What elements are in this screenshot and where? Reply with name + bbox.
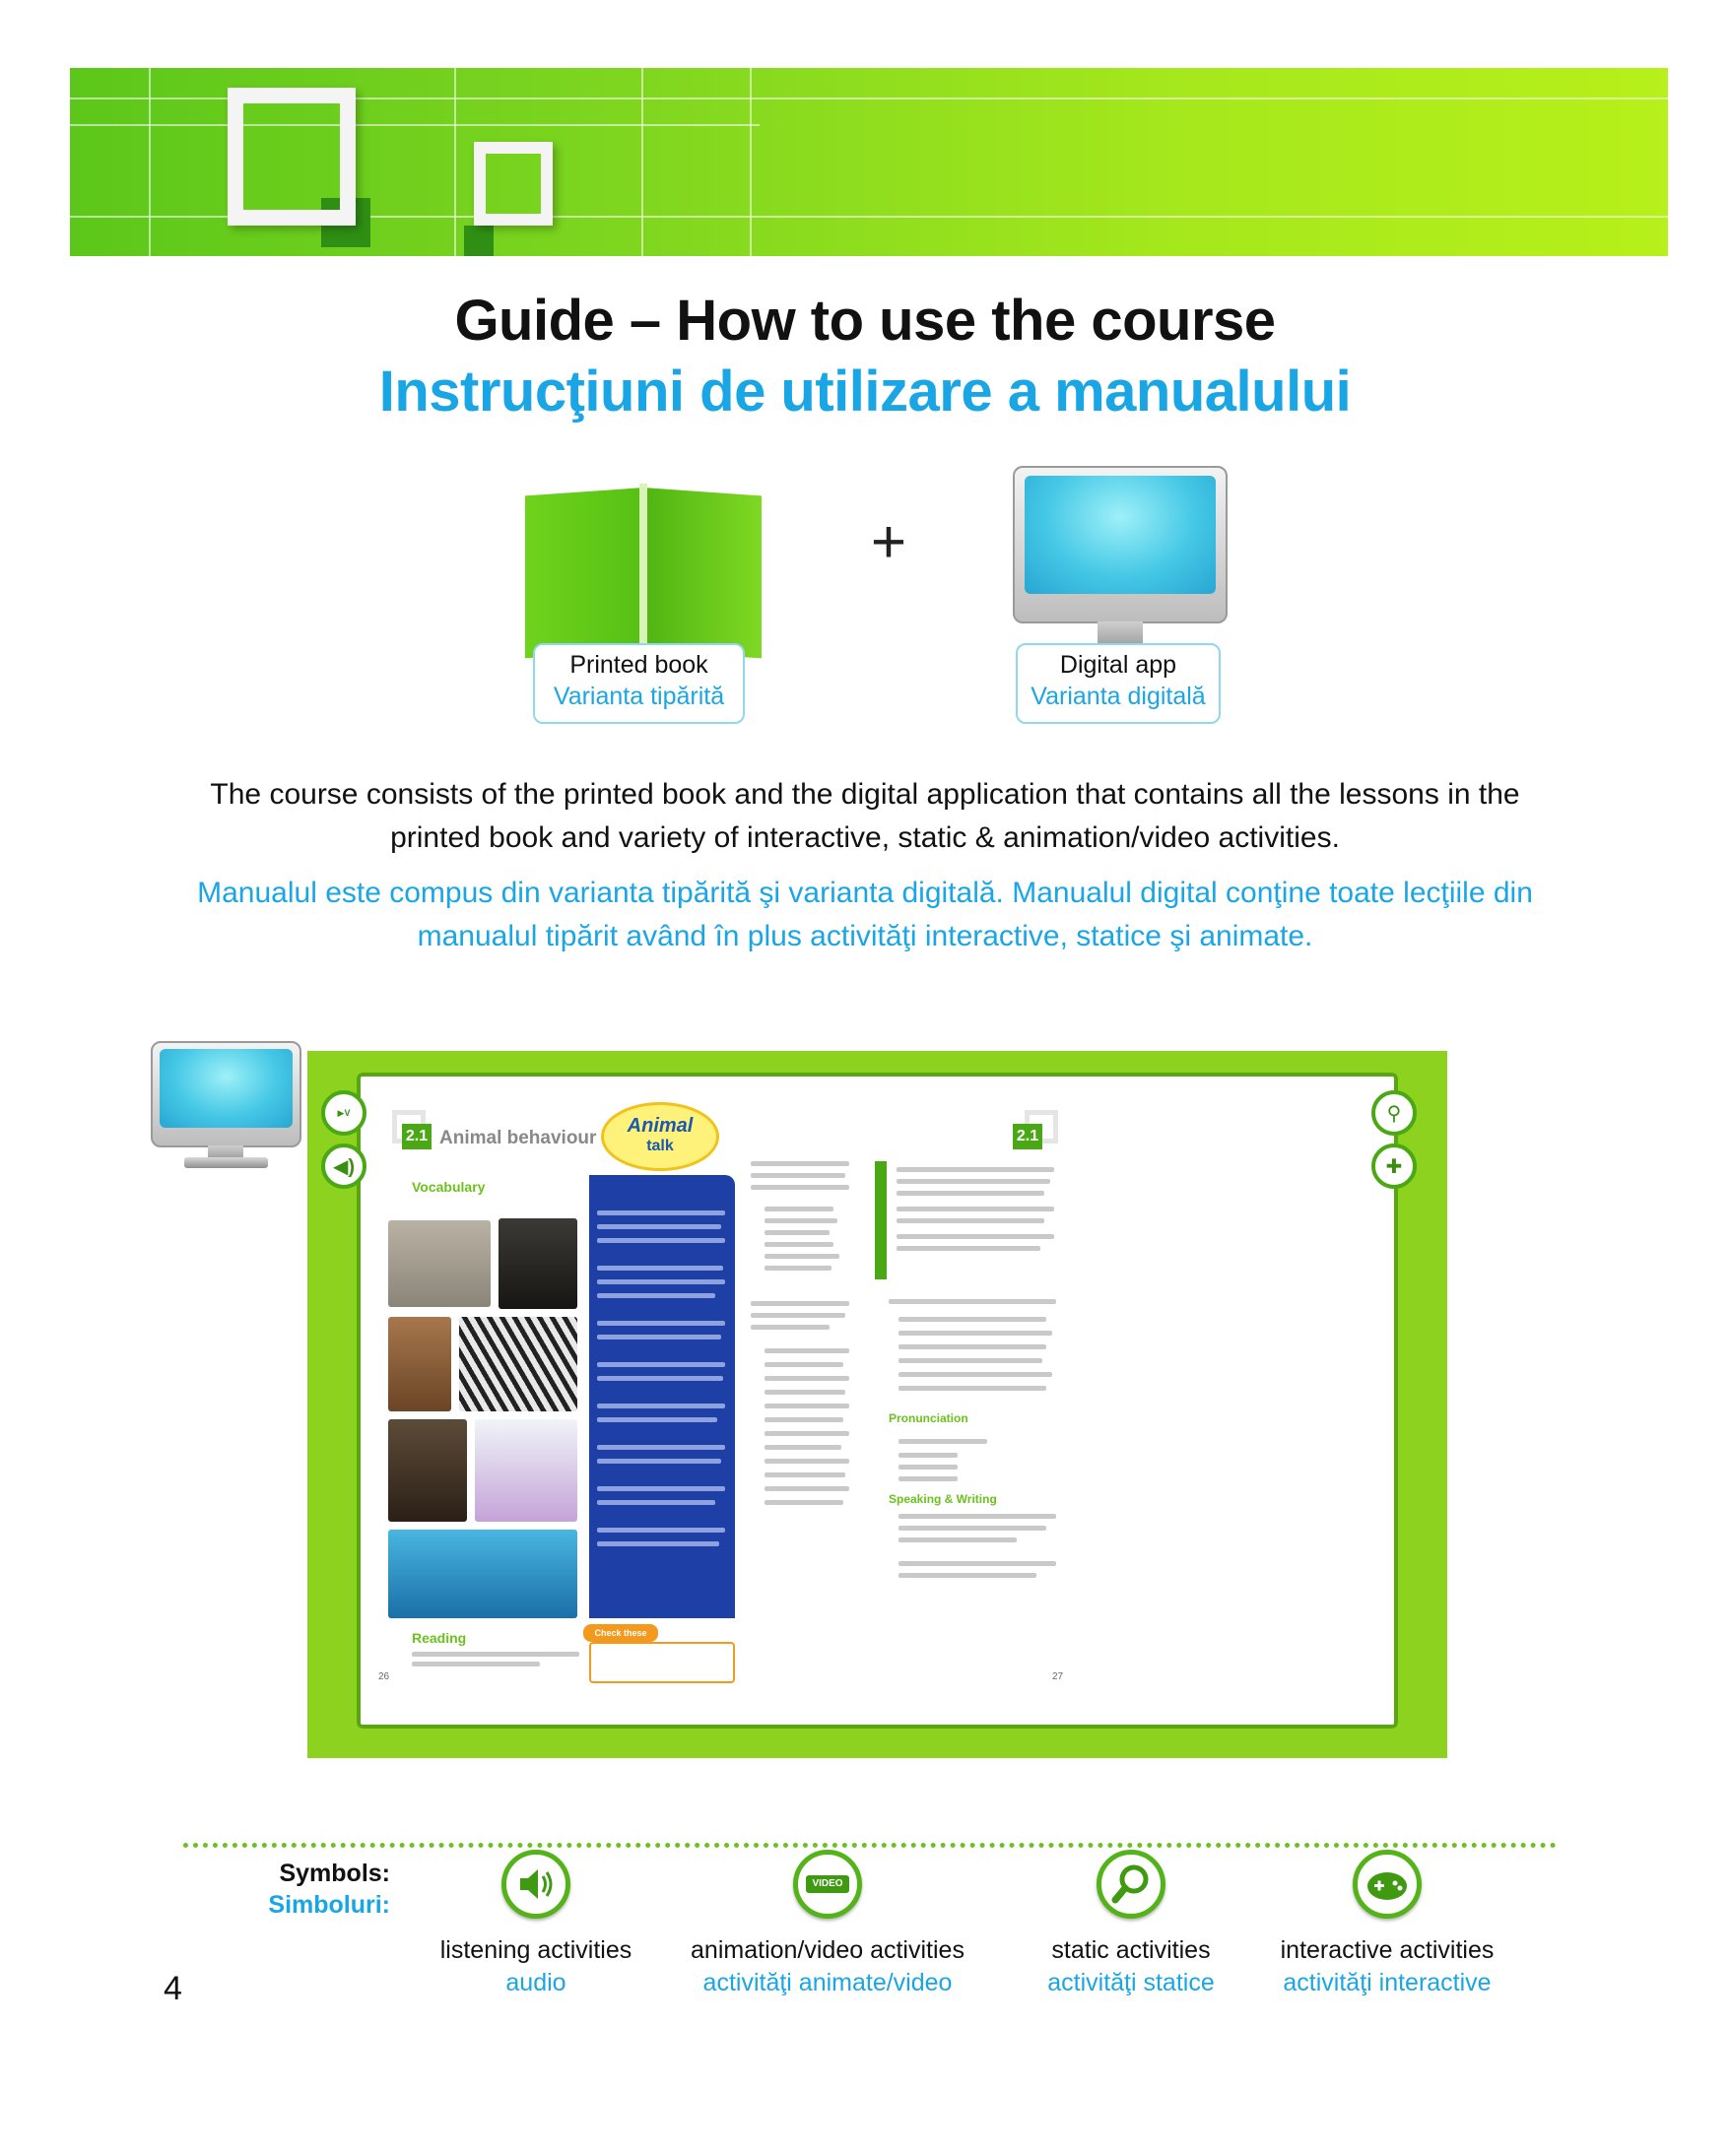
video-icon bbox=[793, 1850, 862, 1919]
monitor-icon bbox=[1013, 466, 1228, 663]
video-icon[interactable]: ▶V bbox=[321, 1090, 366, 1136]
digital-book-spread bbox=[307, 1051, 1447, 1758]
magnifier-icon[interactable]: ⚲ bbox=[1371, 1090, 1417, 1136]
gamepad-icon bbox=[1353, 1850, 1422, 1919]
check-words-tag: Check these words bbox=[583, 1624, 658, 1642]
printed-book-label: Printed book bbox=[569, 651, 708, 679]
symbol-label-romanian: activităţi animate/video bbox=[702, 1969, 953, 1996]
symbol-listening bbox=[388, 1850, 684, 1997]
monitor-icon bbox=[151, 1041, 301, 1171]
printed-book-caption bbox=[533, 643, 745, 724]
dolphin-photo bbox=[388, 1530, 577, 1618]
symbols-label: Symbols: bbox=[279, 1860, 390, 1887]
unit-badge-right: 2.1 bbox=[1013, 1124, 1042, 1149]
digital-app-label: Digital app bbox=[1059, 651, 1177, 679]
symbol-static bbox=[983, 1850, 1279, 1997]
decorative-square-small bbox=[474, 142, 553, 226]
zebra-photo bbox=[459, 1317, 577, 1411]
magnifier-icon bbox=[1097, 1850, 1165, 1919]
page-number: 4 bbox=[164, 1970, 182, 2007]
digital-app-label-romanian: Varianta digitală bbox=[1031, 683, 1206, 710]
description-english: The course consists of the printed book and the digital application that contains all the lessons in the printed book and variety of interactive, static & animation/video activities. bbox=[210, 778, 1520, 854]
pronunciation-heading: Pronunciation bbox=[889, 1411, 968, 1425]
symbols-label-romanian: Simboluri: bbox=[268, 1891, 390, 1919]
page-title-romanian: Instrucţiuni de utilizare a manualului bbox=[378, 359, 1352, 424]
symbol-label-romanian: activităţi interactive bbox=[1283, 1969, 1492, 1996]
symbol-label-romanian: audio bbox=[505, 1969, 566, 1996]
animal-talk-bubble: Animal talk bbox=[601, 1102, 719, 1171]
horse-photo bbox=[388, 1317, 451, 1411]
gamepad-icon[interactable]: ✚ bbox=[1371, 1143, 1417, 1189]
symbol-label: listening activities bbox=[439, 1936, 632, 1964]
symbol-interactive bbox=[1239, 1850, 1535, 1997]
book-icon bbox=[525, 488, 762, 650]
dotted-divider bbox=[183, 1843, 1557, 1848]
header-banner bbox=[70, 68, 1668, 256]
vocabulary-heading: Vocabulary bbox=[412, 1179, 486, 1195]
reading-heading: Reading bbox=[412, 1630, 467, 1646]
bee-photo bbox=[475, 1419, 577, 1522]
symbol-video bbox=[680, 1850, 975, 1997]
page-number-left: 26 bbox=[378, 1671, 390, 1682]
decorative-square-large bbox=[228, 88, 356, 226]
speaker-icon[interactable]: ◀) bbox=[321, 1143, 366, 1189]
plus-sign: + bbox=[870, 508, 907, 576]
symbol-label-romanian: activităţi statice bbox=[1047, 1969, 1215, 1996]
printed-book-label-romanian: Varianta tipărită bbox=[553, 683, 725, 710]
chimpanzee-photo bbox=[388, 1419, 467, 1522]
unit-badge-left: 2.1 bbox=[402, 1124, 432, 1149]
symbol-label: animation/video activities bbox=[691, 1936, 965, 1964]
description-romanian: Manualul este compus din varianta tipărită şi varianta digitală. Manualul digital conţine toate lecţiile din manualul tipărit având în plus activităţi interactive, statice şi animate. bbox=[197, 877, 1533, 952]
digital-app-caption bbox=[1016, 643, 1221, 724]
video-badge: VIDEO bbox=[806, 1875, 849, 1893]
symbol-label: static activities bbox=[1051, 1936, 1211, 1964]
lesson-title: Animal behaviour bbox=[439, 1128, 597, 1148]
elephant-photo bbox=[388, 1220, 491, 1307]
speaker-icon bbox=[501, 1850, 570, 1919]
symbol-label: interactive activities bbox=[1280, 1936, 1495, 1964]
page-number-right: 27 bbox=[1052, 1671, 1064, 1682]
page-title: Guide – How to use the course bbox=[454, 289, 1276, 353]
speaking-writing-heading: Speaking & Writing bbox=[889, 1492, 997, 1506]
gorilla-photo bbox=[499, 1218, 577, 1309]
